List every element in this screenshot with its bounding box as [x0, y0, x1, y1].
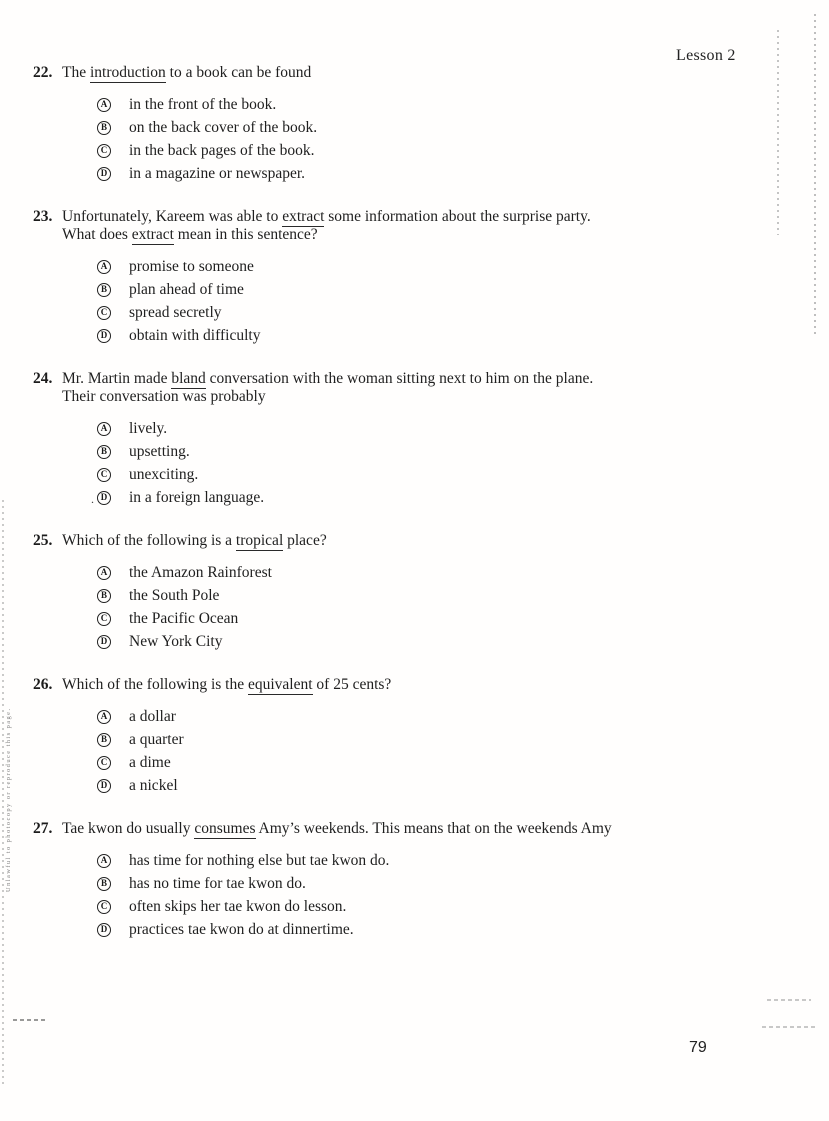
answer-bubble-C: C: [97, 468, 111, 482]
answer-text: in the back pages of the book.: [129, 141, 315, 159]
stem-text: mean in this sentence?: [173, 226, 318, 243]
answer-text: practices tae kwon do at dinnertime.: [129, 920, 354, 938]
answer-bubble-C: C: [97, 306, 111, 320]
answer-text: a dollar: [129, 707, 176, 725]
answer-option-A: [97, 417, 733, 440]
options-list: [91, 417, 733, 509]
stem-text: Amy’s weekends. This means that on the weekends Amy: [255, 820, 612, 837]
underlined-term: tropical: [235, 532, 284, 549]
answer-text: promise to someone: [129, 257, 254, 275]
options-list: [97, 561, 733, 653]
answer-option-D: [97, 630, 733, 653]
underlined-term: consumes: [194, 820, 256, 837]
answer-text: a nickel: [129, 776, 178, 794]
question-number: 22.: [33, 64, 53, 81]
answer-bubble-D: D: [97, 491, 111, 505]
answer-option-B: [97, 728, 733, 751]
answer-option-C: [97, 463, 733, 486]
answer-text: often skips her tae kwon do lesson.: [129, 897, 347, 915]
stem-text: of 25 cents?: [312, 676, 392, 693]
scan-artifact-dot: .: [91, 492, 94, 506]
answer-text: plan ahead of time: [129, 280, 244, 298]
answer-bubble-D: D: [97, 923, 111, 937]
answer-text: the Pacific Ocean: [129, 609, 239, 627]
underlined-term: introduction: [89, 64, 166, 81]
scan-artifact-dash-bottom-right-1: [767, 999, 811, 1001]
scan-artifact-left-dotted-line: [2, 500, 4, 1085]
answer-option-A: [97, 849, 733, 872]
answer-option-B: [97, 584, 733, 607]
answer-bubble-B: B: [97, 283, 111, 297]
answer-text: unexciting.: [129, 465, 199, 483]
question-number: 23.: [33, 208, 53, 225]
answer-bubble-B: B: [97, 589, 111, 603]
answer-option-B: [97, 872, 733, 895]
underlined-term: equivalent: [247, 676, 313, 693]
stem-text: Which of the following is the: [62, 676, 248, 693]
answer-text: spread secretly: [129, 303, 222, 321]
answer-bubble-A: A: [97, 422, 111, 436]
answer-option-A: [97, 705, 733, 728]
answer-text: the South Pole: [129, 586, 220, 604]
underlined-term: bland: [171, 370, 206, 387]
scan-artifact-right-dotted-line-outer: [814, 14, 816, 334]
answer-text: has time for nothing else but tae kwon do.: [129, 851, 390, 869]
answer-bubble-C: C: [97, 756, 111, 770]
question-block-24: [33, 370, 733, 509]
answer-text: a quarter: [129, 730, 184, 748]
options-list: [97, 705, 733, 797]
answer-option-B: [97, 116, 733, 139]
lesson-header: Lesson 2: [676, 47, 736, 64]
answer-bubble-B: B: [97, 877, 111, 891]
question-number: 25.: [33, 532, 53, 549]
stem-text: place?: [283, 532, 327, 549]
question-stem: [62, 370, 733, 406]
answer-bubble-C: C: [97, 612, 111, 626]
answer-option-C: [97, 607, 733, 630]
question-block-27: [33, 820, 733, 941]
answer-bubble-D: D: [97, 779, 111, 793]
answer-text: obtain with difficulty: [129, 326, 261, 344]
stem-text: conversation with the woman sitting next to him on the plane.: [205, 370, 594, 387]
answer-option-B: [97, 440, 733, 463]
underlined-term: extract: [282, 208, 325, 225]
question-number: 24.: [33, 370, 53, 387]
answer-text: in a magazine or newspaper.: [129, 164, 306, 182]
answer-option-B: [97, 278, 733, 301]
answer-text: New York City: [129, 632, 223, 650]
answer-bubble-B: B: [97, 445, 111, 459]
answer-option-A: [97, 93, 733, 116]
answer-bubble-C: C: [97, 144, 111, 158]
stem-text: Mr. Martin made: [62, 370, 172, 387]
answer-bubble-C: C: [97, 900, 111, 914]
answer-text: the Amazon Rainforest: [129, 563, 272, 581]
question-stem: [62, 64, 733, 82]
answer-option-C: [97, 139, 733, 162]
options-list: [97, 255, 733, 347]
options-list: [97, 93, 733, 185]
stem-text: Their conversation was probably: [62, 388, 266, 405]
answer-option-D: [91, 486, 733, 509]
question-number: 26.: [33, 676, 53, 693]
answer-bubble-D: D: [97, 635, 111, 649]
answer-option-C: [97, 895, 733, 918]
answer-option-D: [97, 324, 733, 347]
answer-option-C: [97, 751, 733, 774]
answer-text: has no time for tae kwon do.: [129, 874, 306, 892]
answer-text: on the back cover of the book.: [129, 118, 318, 136]
stem-text: some information about the surprise party.: [324, 208, 591, 225]
question-block-23: [33, 208, 733, 347]
answer-option-D: [97, 774, 733, 797]
stem-text: to a book can be found: [165, 64, 312, 81]
answer-bubble-B: B: [97, 733, 111, 747]
answer-option-C: [97, 301, 733, 324]
answer-option-D: [97, 918, 733, 941]
question-number: 27.: [33, 820, 53, 837]
question-block-26: [33, 676, 733, 797]
underlined-term: extract: [131, 226, 174, 243]
question-stem: [62, 820, 733, 838]
answer-option-A: [97, 561, 733, 584]
answer-bubble-D: D: [97, 329, 111, 343]
stem-text: Which of the following is a: [62, 532, 236, 549]
options-list: [97, 849, 733, 941]
stem-text: What does: [62, 226, 132, 243]
scan-artifact-right-dotted-line-inner: [777, 30, 779, 235]
scan-artifact-dash-bottom-right-2: [762, 1026, 816, 1028]
answer-bubble-A: A: [97, 566, 111, 580]
question-block-22: [33, 64, 733, 185]
answer-bubble-D: D: [97, 167, 111, 181]
answer-bubble-A: A: [97, 260, 111, 274]
answer-bubble-B: B: [97, 121, 111, 135]
scan-artifact-dash-bottom-left: [13, 1019, 48, 1021]
question-stem: [62, 676, 733, 694]
page-number: 79: [689, 1039, 707, 1056]
answer-text: a dime: [129, 753, 171, 771]
answer-bubble-A: A: [97, 710, 111, 724]
answer-option-A: [97, 255, 733, 278]
stem-text: Unfortunately, Kareem was able to: [62, 208, 283, 225]
stem-text: The: [62, 64, 90, 81]
answer-text: lively.: [129, 419, 168, 437]
answer-text: in the front of the book.: [129, 95, 277, 113]
answer-text: upsetting.: [129, 442, 190, 460]
answer-text: in a foreign language.: [129, 488, 265, 506]
question-stem: [62, 208, 733, 244]
answer-bubble-A: A: [97, 98, 111, 112]
question-stem: [62, 532, 733, 550]
question-block-25: [33, 532, 733, 653]
answer-option-D: [97, 162, 733, 185]
answer-bubble-A: A: [97, 854, 111, 868]
questions-list: [33, 64, 733, 964]
copyright-side-note: Unlawful to photocopy or reproduce this page.: [5, 707, 12, 892]
stem-text: Tae kwon do usually: [62, 820, 195, 837]
